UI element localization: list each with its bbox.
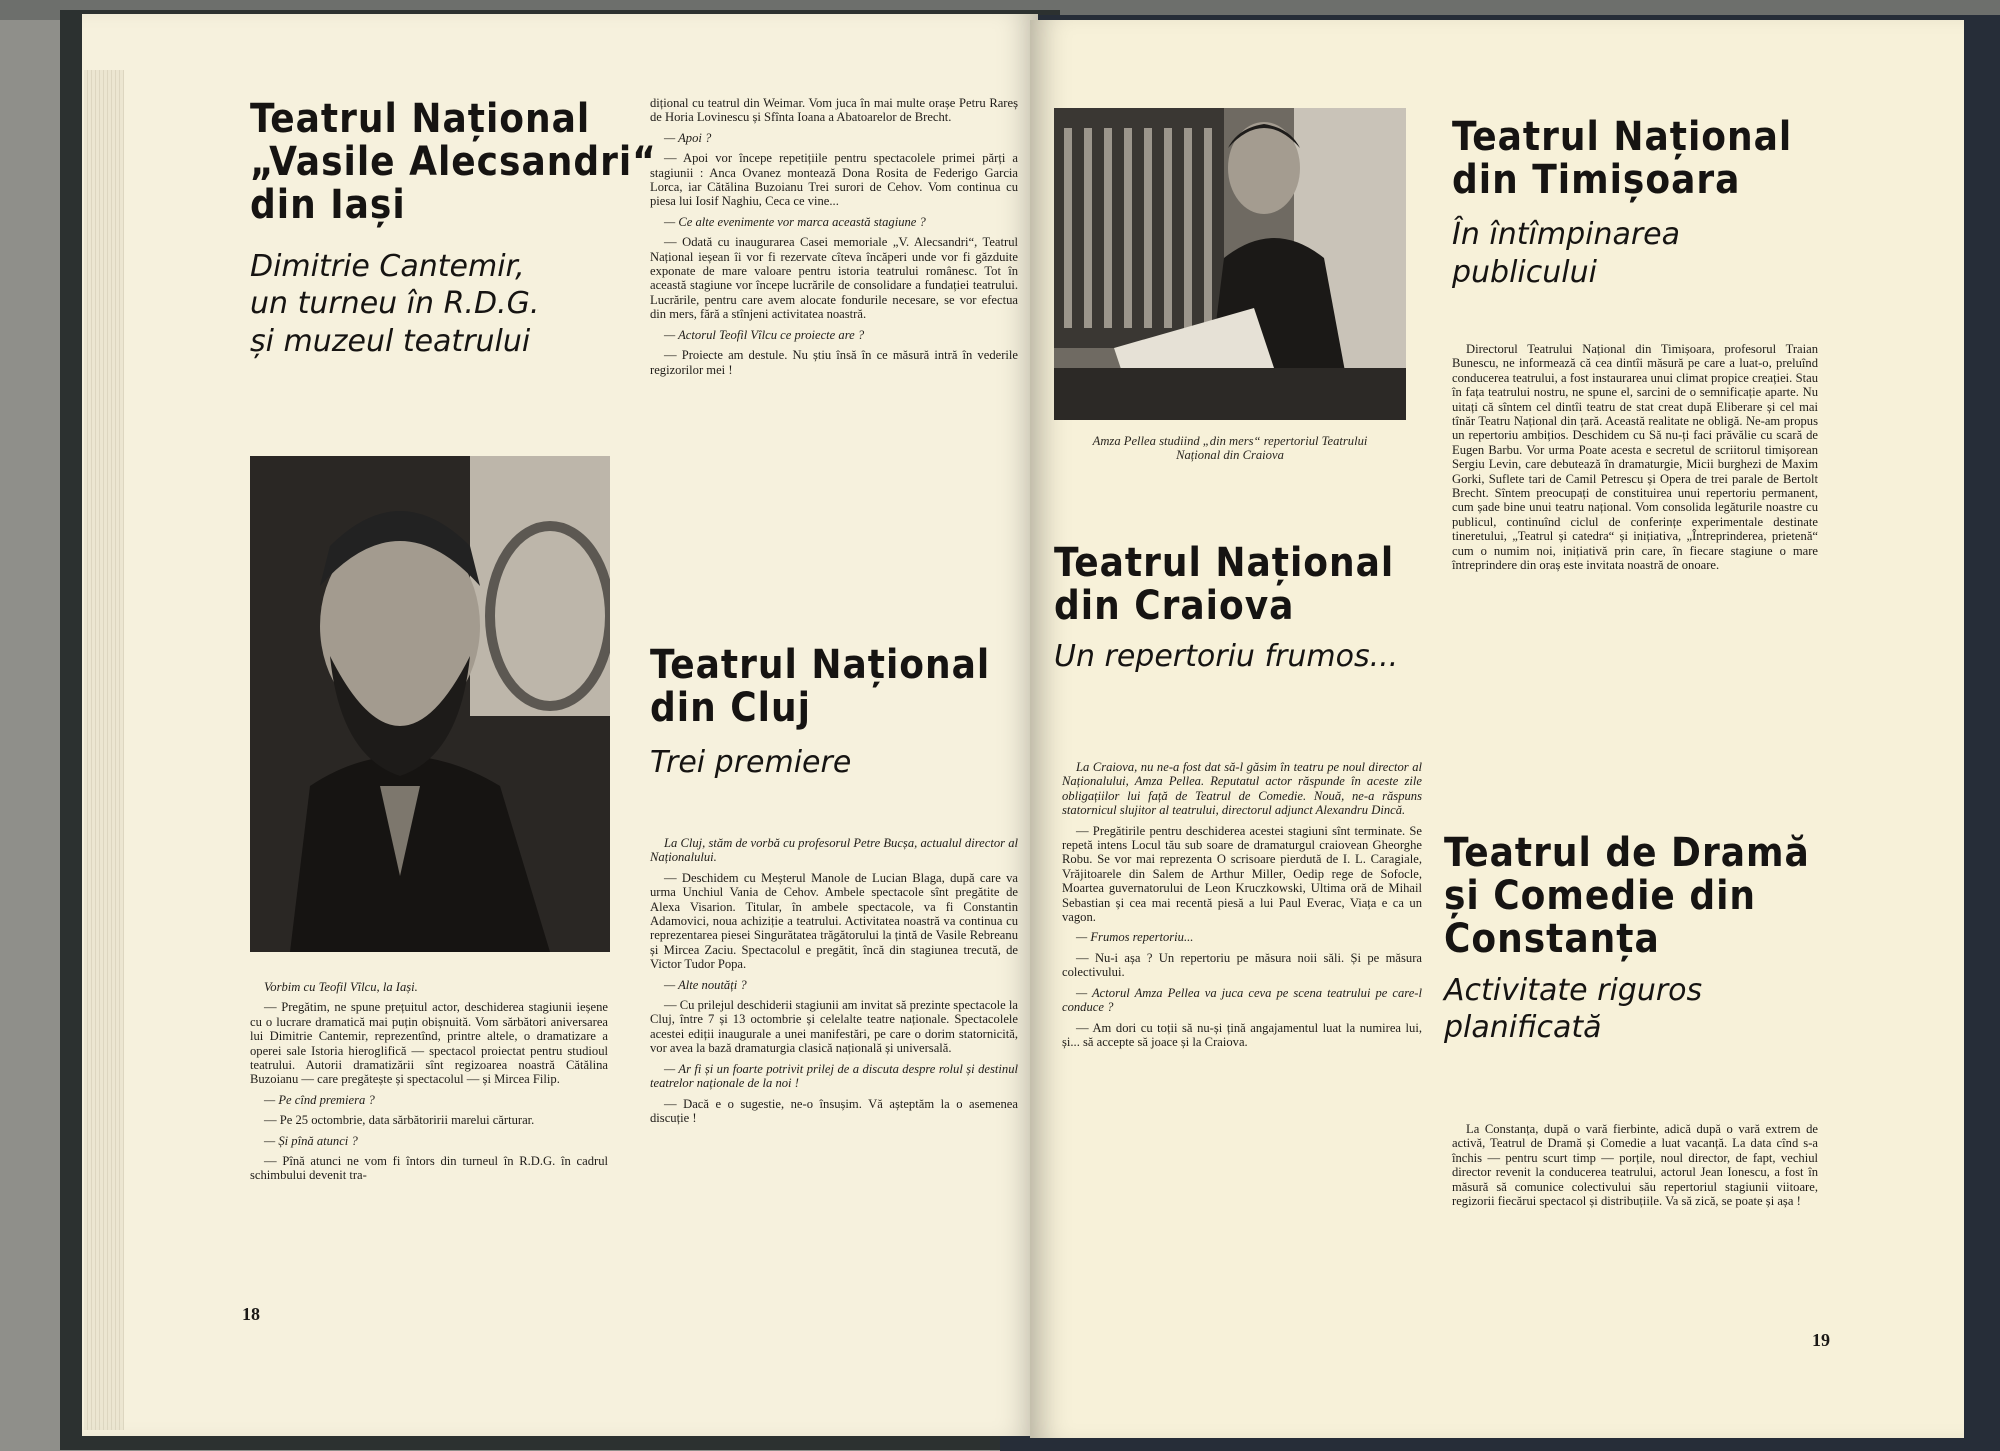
iasi-question: — Pe cînd premiera ? [264,1092,375,1107]
constanta-subtitle-line2: planificată [1444,1010,1602,1046]
constanta-article [1452,1122,1818,1214]
constanta-heading [1444,832,1824,1047]
right-page [1030,20,1964,1438]
cluj-article [650,836,1018,1131]
iasi-question: — Apoi ? [664,130,712,145]
page-number: 18 [242,1304,260,1324]
craiova-question: — Frumos repertoriu... [1076,930,1194,945]
iasi-paragraph: — Pe 25 octombrie, data sărbătoririi marelui cărturar. [264,1113,535,1128]
iasi-title-line3: din Iași [250,182,406,229]
craiova-article [1062,760,1422,1055]
iasi-question: — Ce alte evenimente vor marca această stagiune ? [664,214,926,229]
cluj-title-line1: Teatrul Național [650,642,991,688]
constanta-title-line1: Teatrul de Dramă [1444,830,1810,876]
iasi-paragraph: — Proiecte am destule. Nu știu însă în ce măsură intră în vederile regizorilor mei ! [650,348,1018,377]
timisoara-subtitle-line1: În întîmpinarea [1452,217,1681,253]
iasi-paragraph: — Pregătim, ne spune prețuitul actor, deschiderea stagiunii ieșene cu o lucrare dramatică mai puțin obișnuită. Vom sărbători aniversarea lui Dimitrie Cantemir, reprezentînd, printre altele, o dramatizare a operei sale Istoria hieroglifică — spectacol proiectat pentru studioul teatrului. Autorii dramatizării sînt regizoarea noastră Cătălina Buzoianu — care pregătește și spectacolul — și Mircea Filip. [250,1000,608,1087]
craiova-subtitle: Un repertoriu frumos... [1054,639,1399,675]
cluj-heading [650,644,1018,782]
craiova-paragraph: — Pregătirile pentru deschiderea acestei stagiuni sînt terminate. Se repetă intens Locul tău sub soare de dramaturgul craiovean Gheorghe Robu. Se vor mai reprezenta O scrisoare pierdută de I. L. Caragiale, Vrăjitoarele din Salem de Arthur Miller, Oedip rege de Sofocle, Moartea guvernatorului de Leon Kruczkowski, Ultima oră de Mihail Sebastian și cea mai recentă piesă a lui Paul Everac, Viața e ca un vagon. [1062,823,1422,925]
iasi-article-col1 [250,980,608,1189]
cluj-title-line2: din Cluj [650,685,811,732]
teofil-vilcu-photo [250,456,610,952]
iasi-paragraph: — Odată cu inaugurarea Casei memoriale „V. Alecsandri“, Teatrul Național ieșean îi vor fi rezervate cîteva încăperi unde vor fi găzduite exponate de mare valoare pentru istoria teatrului românesc. Tot în această stagiune vor începe lucrările de consolidare a fundației teatrului. Lucrările, pentru care avem alocate fondurile necesare, se vor efectua din mers, fără a stînjeni activitatea noastră. [650,235,1018,322]
page-number: 19 [1812,1330,1830,1350]
iasi-title-line2: „Vasile Alecsandri“ [250,139,657,186]
timisoara-subtitle-line2: publicului [1452,254,1597,290]
constanta-paragraph: La Constanța, după o vară fierbinte, adică după o vară extrem de activă, Teatrul de Dramă și Comedie a luat vacanță. La data cînd s-a închis — pentru scurt timp — porțile, noul director, de fapt, vechiul director revenit la conducerea teatrului, actorul Jean Ionescu, a fost în măsură să comunice colectivului său repertoriul stagiunii viitoare, regizorii fiecărui spectacol și distribuțiile. Va să zică, se poate și așa ! [1452,1122,1818,1209]
cluj-question: — Ar fi și un foarte potrivit prilej de a discuta despre rolul și destinul teatrelor naționale de la noi ! [650,1061,1018,1091]
craiova-intro: La Craiova, nu ne-a fost dat să-l găsim în teatru pe noul director al Naționalului, Amza Pellea. Reputatul actor răspunde în aceste zile obligațiilor lui față de Teatrul de Comedie. Nouă, ne-a răspuns statornicul slujitor al teatrului, directorul adjunct Alexandru Dincă. [1062,760,1422,818]
craiova-paragraph: — Nu-i așa ? Un repertoriu pe măsura noii săli. Și pe măsura colectivului. [1062,950,1422,980]
iasi-question: — Și pînă atunci ? [264,1133,358,1148]
timisoara-article [1452,342,1818,579]
left-page [82,14,1038,1436]
iasi-paragraph: dițional cu teatrul din Weimar. Vom juca în mai multe orașe Petru Rareș de Horia Lovinescu și Sfînta Ioana a Abatoarelor de Brecht. [650,96,1018,125]
constanta-title-line3: Constanța [1444,916,1660,963]
iasi-paragraph: — Pînă atunci ne vom fi întors din turneul în R.D.G. în cadrul schimbului devenit tra- [250,1154,608,1183]
iasi-subtitle-line3: și muzeul teatrului [250,323,531,359]
iasi-intro: Vorbim cu Teofil Vîlcu, la Iași. [264,980,418,994]
timisoara-title-line1: Teatrul Național [1452,114,1793,160]
craiova-paragraph: — Am dori cu toții să nu-și țină angajamentul luat la numirea lui, și... să accepte să joace și la Craiova. [1062,1020,1422,1049]
photo-caption: Amza Pellea studiind „din mers“ repertoriul Teatrului Național din Craiova [1092,434,1368,463]
cluj-question: — Alte noutăți ? [664,977,747,992]
iasi-paragraph: — Apoi vor începe repetițiile pentru spectacolele primei părți a stagiunii : Anca Ovanez montează Dona Rosita de Federigo Garcia Lorca, iar Cătălina Buzoianu Trei surori de Cehov. Vom continua cu piesa lui Iosif Naghiu, Ceca ce vine... [650,151,1018,209]
iasi-heading [250,98,690,360]
iasi-subtitle-line2: un turneu în R.D.G. [250,286,540,322]
portrait-illustration [250,456,610,952]
timisoara-title-line2: din Timișoara [1452,157,1741,204]
iasi-article-col2 [650,96,1018,383]
page-edges [84,70,124,1430]
amza-pellea-photo [1054,108,1406,420]
cluj-paragraph: — Deschidem cu Meșterul Manole de Lucian Blaga, după care va urma Unchiul Vania de Cehov. Ambele spectacole sînt pregătite de Alexa Visarion. Titular, în ambele spectacole, va fi Constantin Adamovici, noua achiziție a teatrului. Activitatea noastră va continua cu reprezentarea piesei Singurătatea trăgătorului la țintă de Vasile Rebreanu și Mircea Zaciu. Spectacolul e pregătit, încă din stagiunea trecută, de Victor Tudor Popa. [650,870,1018,972]
craiova-heading [1054,542,1434,676]
constanta-title-line2: și Comedie din [1444,873,1757,920]
cluj-subtitle: Trei premiere [650,745,852,781]
cluj-paragraph: — Cu prilejul deschiderii stagiunii am invitat să prezinte spectacole la Cluj, între 7 și 13 octombrie și celelalte teatre naționale. Spectacolele acestei ediții inaugurale a unei manifestări, pe care o dorim statornicită, vor avea la bază dramaturgia clasică națională și universală. [650,998,1018,1056]
iasi-subtitle-line1: Dimitrie Cantemir, [250,248,525,284]
craiova-question: — Actorul Amza Pellea va juca ceva pe scena teatrului pe care-l conduce ? [1062,985,1422,1015]
cluj-intro: La Cluj, stăm de vorbă cu profesorul Petre Bucșa, actualul director al Naționalului. [650,836,1018,865]
iasi-question: — Actorul Teofil Vîlcu ce proiecte are ? [664,327,865,342]
timisoara-heading [1452,116,1832,291]
timisoara-paragraph: Directorul Teatrului Național din Timișoara, profesorul Traian Bunescu, ne informează că cea dintîi măsură pe care a luat-o, preluînd conducerea teatrului, a fost instaurarea unui climat propice creației. Stau în fața teatrului nostru, ne spune el, sarcini de o semnificație aparte. Nu uitați că sîntem cel dintîi teatru de stat creat după Eliberare și cel mai tînăr Teatru Național din țară. Această realitate ne obligă. Ne-am propus un repertoriu ambițios. Deschidem cu Să nu-ți faci prăvălie cu scară de Eugen Barbu. Vor urma Poate acesta e secretul de scriitorul timișorean Sergiu Levin, care debutează în dramaturgie, Micii burghezi de Maxim Gorki, Suflete tari de Camil Petrescu și Opera de trei parale de Bertolt Brecht. Sîntem preocupați de constituirea unui repertoriu permanent, cum șade bine unui teatru național. Vom consolida legăturile noastre cu publicul, continuînd ciclul de conferințe experimentale destinate tineretului, „Teatrul și catedra“ și inițiativa, „Întreprinderea, prietenă“ cum o numim noi, inițiativă prin care, în fiecare stagiune o mare întreprindere din oraș este invitata noastră de onoare. [1452,342,1818,573]
iasi-title-line1: Teatrul Național [250,96,591,142]
photo-illustration [1054,108,1406,420]
craiova-title-line1: Teatrul Național [1054,540,1395,586]
constanta-subtitle-line1: Activitate riguros [1444,972,1703,1008]
cluj-paragraph: — Dacă e o sugestie, ne-o însușim. Vă așteptăm la o asemenea discuție ! [650,1096,1018,1125]
craiova-title-line2: din Craiova [1054,583,1295,630]
